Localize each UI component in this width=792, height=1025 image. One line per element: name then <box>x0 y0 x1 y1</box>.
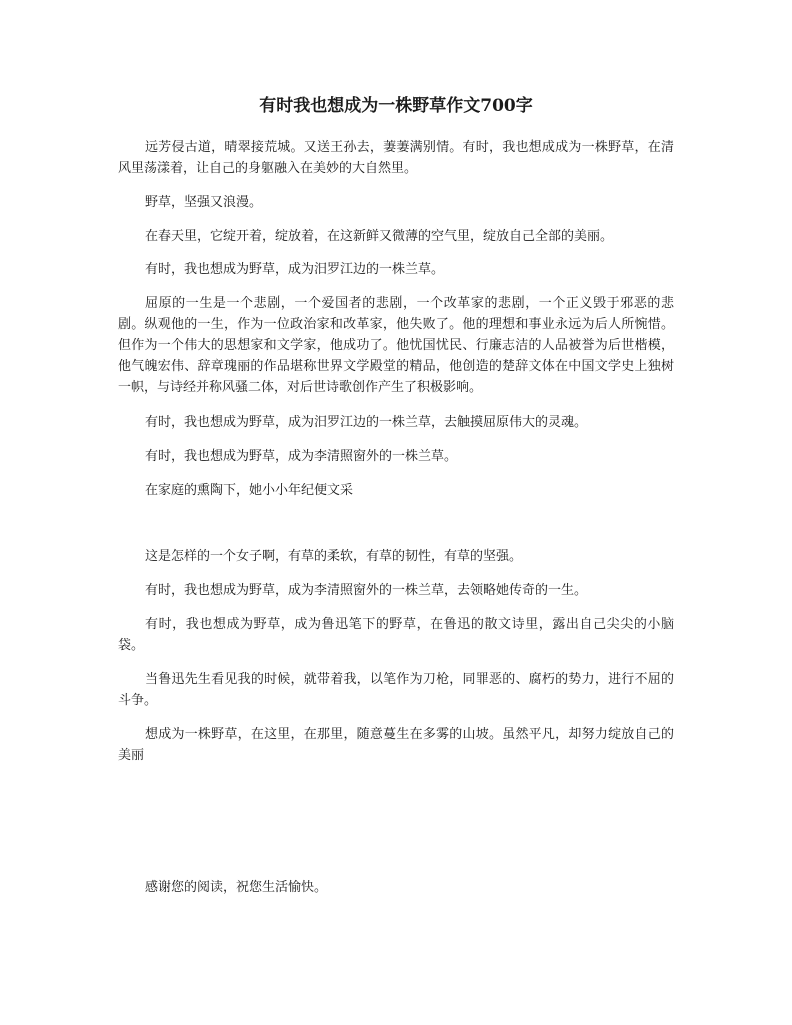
paragraph-10: 有时，我也想成为野草，成为李清照窗外的一株兰草，去领略她传奇的一生。 <box>145 583 588 598</box>
paragraph-6: 有时，我也想成为野草，成为汨罗江边的一株兰草，去触摸屈原伟大的灵魂。 <box>145 415 588 430</box>
paragraph-1: 远芳侵古道，晴翠接荒城。又送王孙去，萋萋满别情。有时，我也想成成为一株野草，在清风里荡漾着，让自己的身躯融入在美妙的大自然里。 <box>118 140 674 176</box>
paragraph-3: 在春天里，它绽开着，绽放着，在这新鲜又微薄的空气里，绽放自己全部的美丽。 <box>145 229 614 244</box>
paragraph-8: 在家庭的熏陶下，她小小年纪便文采 <box>145 483 354 498</box>
paragraph-4: 有时，我也想成为野草，成为汨罗江边的一株兰草。 <box>145 262 445 277</box>
paragraph-9: 这是怎样的一个女子啊，有草的柔软，有草的韧性，有草的坚强。 <box>145 549 523 564</box>
paragraph-5: 屈原的一生是一个悲剧，一个爱国者的悲剧，一个改革家的悲剧，一个正义毁于邪恶的悲剧。纵观他的一生，作为一位政治家和改革家，他失败了。他的理想和事业永远为后人所惋惜。但作为一个伟大的思想家和文学家，他成功了。他忧国忧民、行廉志洁的人品被誉为后世楷模，他气魄宏伟、辞章瑰丽的作品堪称世界文学殿堂的精品，他创造的楚辞文体在中国文学史上独树一帜，与诗经并称风骚二体，对后世诗歌创作产生了积极影响。 <box>118 296 674 395</box>
closing-line: 感谢您的阅读，祝您生活愉快。 <box>145 880 328 895</box>
paragraph-11: 有时，我也想成为野草，成为鲁迅笔下的野草，在鲁迅的散文诗里，露出自己尖尖的小脑袋。 <box>118 617 674 653</box>
paragraph-12: 当鲁迅先生看见我的时候，就带着我，以笔作为刀枪，同罪恶的、腐朽的势力，进行不屈的斗争。 <box>118 672 674 708</box>
paragraph-7: 有时，我也想成为野草，成为李清照窗外的一株兰草。 <box>145 449 458 464</box>
paragraph-2: 野草，坚强又浪漫。 <box>145 195 263 210</box>
paragraph-13: 想成为一株野草，在这里，在那里，随意蔓生在多雾的山坡。虽然平凡，却努力绽放自己的美丽 <box>118 727 674 763</box>
document-title: 有时我也想成为一株野草作文700字 <box>259 96 533 116</box>
